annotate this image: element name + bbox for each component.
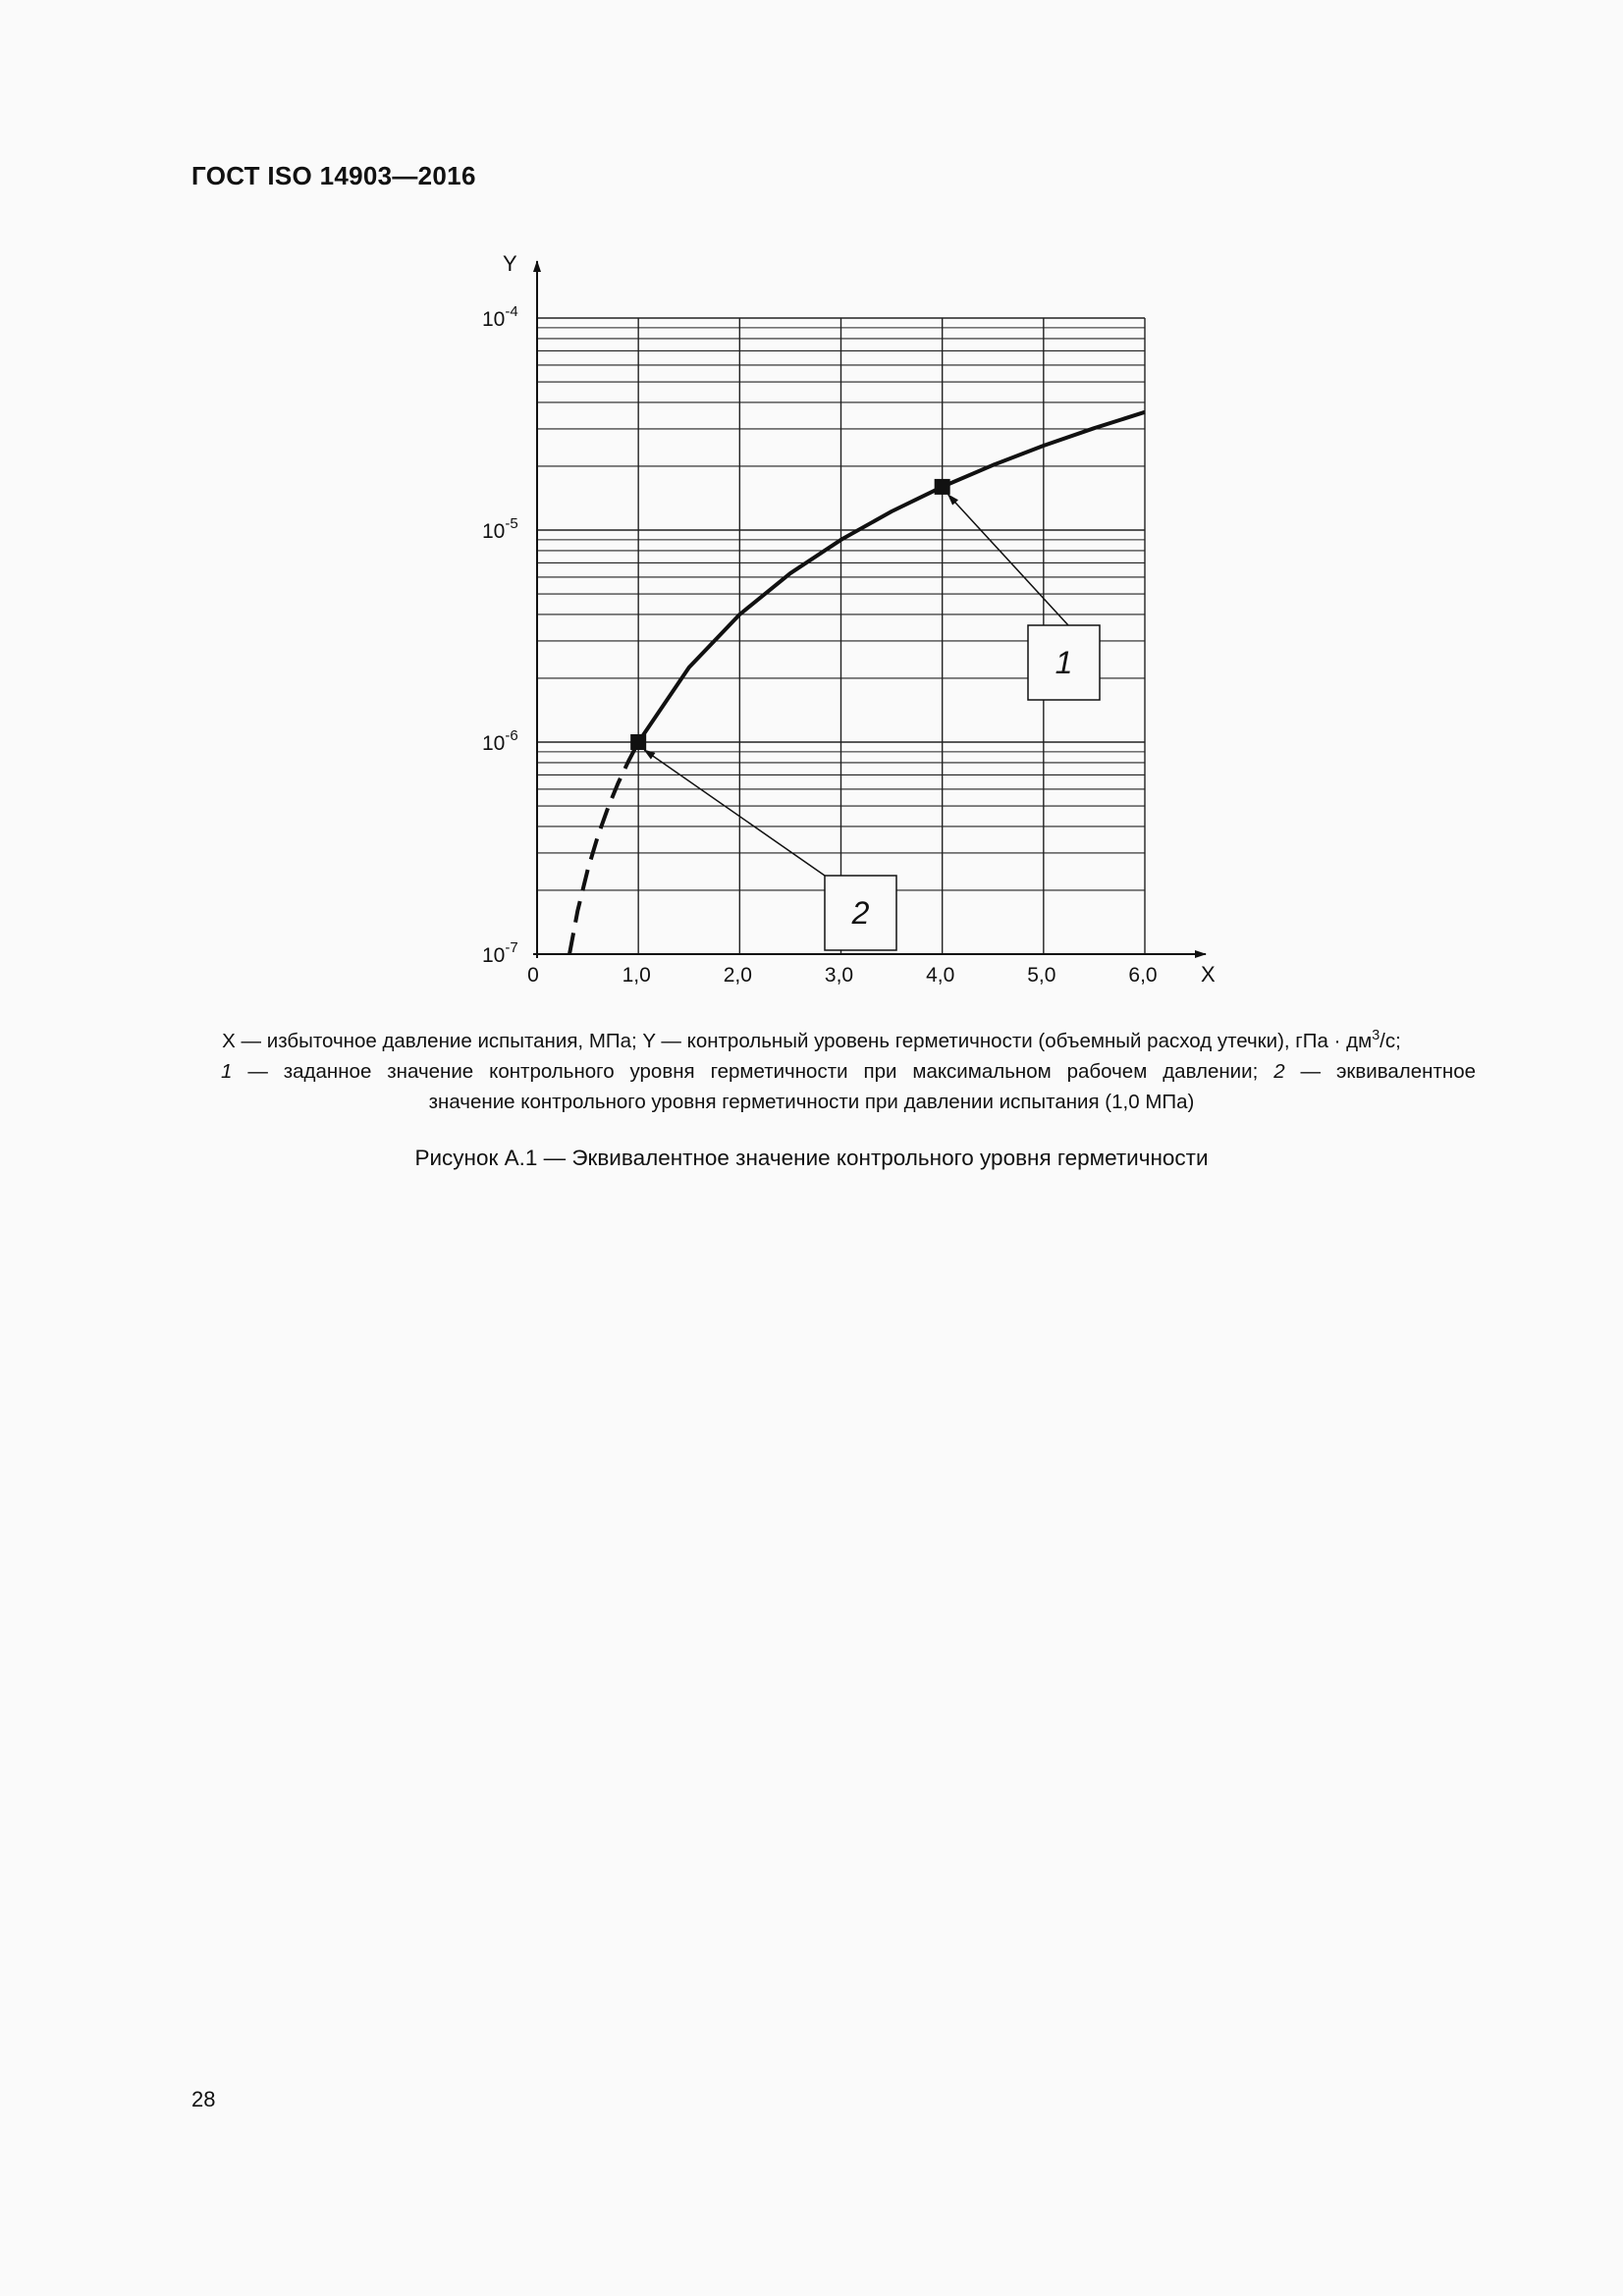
legend-key-2-text: — эквивалентное	[1284, 1060, 1477, 1083]
data-point-marker	[630, 734, 646, 750]
y-tick-label: $10^{-4}$	[482, 303, 518, 331]
legend-key-1-text: — заданное значение контрольного уровня герметичности при максимальном рабочем давлении;	[232, 1060, 1274, 1083]
legend-key-2-number: 2	[1273, 1060, 1285, 1083]
x-tick-label: 0	[527, 964, 539, 987]
y-tick-label: $10^{-5}$	[482, 515, 518, 543]
legend-key-2-continuation: значение контрольного уровня герметичности при давлении испытания (1,0 МПа)	[428, 1091, 1195, 1113]
figure-caption: Рисунок А.1 — Эквивалентное значение контрольного уровня герметичности	[414, 1146, 1209, 1170]
y-axis-label: Y	[503, 251, 517, 276]
curve-dashed-extension	[569, 742, 638, 954]
x-tick-label: 4,0	[926, 964, 955, 987]
leak-rate-chart	[0, 0, 1623, 1044]
x-tick-label: 5,0	[1027, 964, 1056, 987]
callout-label: 2	[851, 895, 870, 931]
x-axis-label: X	[1201, 962, 1216, 987]
page-number: 28	[191, 2087, 216, 2111]
x-tick-label: 3,0	[824, 964, 854, 987]
document-code: ГОСТ ISO 14903—2016	[191, 161, 476, 190]
x-tick-label: 6,0	[1128, 964, 1158, 987]
x-tick-label: 1,0	[622, 964, 651, 987]
legend-key-1-number: 1	[221, 1060, 233, 1083]
legend-unit-end: /с;	[1380, 1030, 1401, 1052]
legend-axes	[196, 1026, 1427, 1056]
data-point-marker	[935, 479, 950, 495]
x-tick-label: 2,0	[723, 964, 752, 987]
legend-unit-exponent: 3	[1372, 1028, 1380, 1044]
legend-axes-text: X — избыточное давление испытания, МПа; Y — контрольный уровень герметичности (объемный расход утечки), гПа · дм	[222, 1030, 1373, 1052]
y-tick-label: $10^{-6}$	[482, 727, 518, 755]
callout-label: 1	[1055, 645, 1073, 680]
callout-leader	[948, 495, 1068, 625]
legend-keys	[221, 1056, 1476, 1087]
y-tick-label: $10^{-7}$	[482, 939, 518, 967]
callout-leader	[644, 750, 825, 876]
